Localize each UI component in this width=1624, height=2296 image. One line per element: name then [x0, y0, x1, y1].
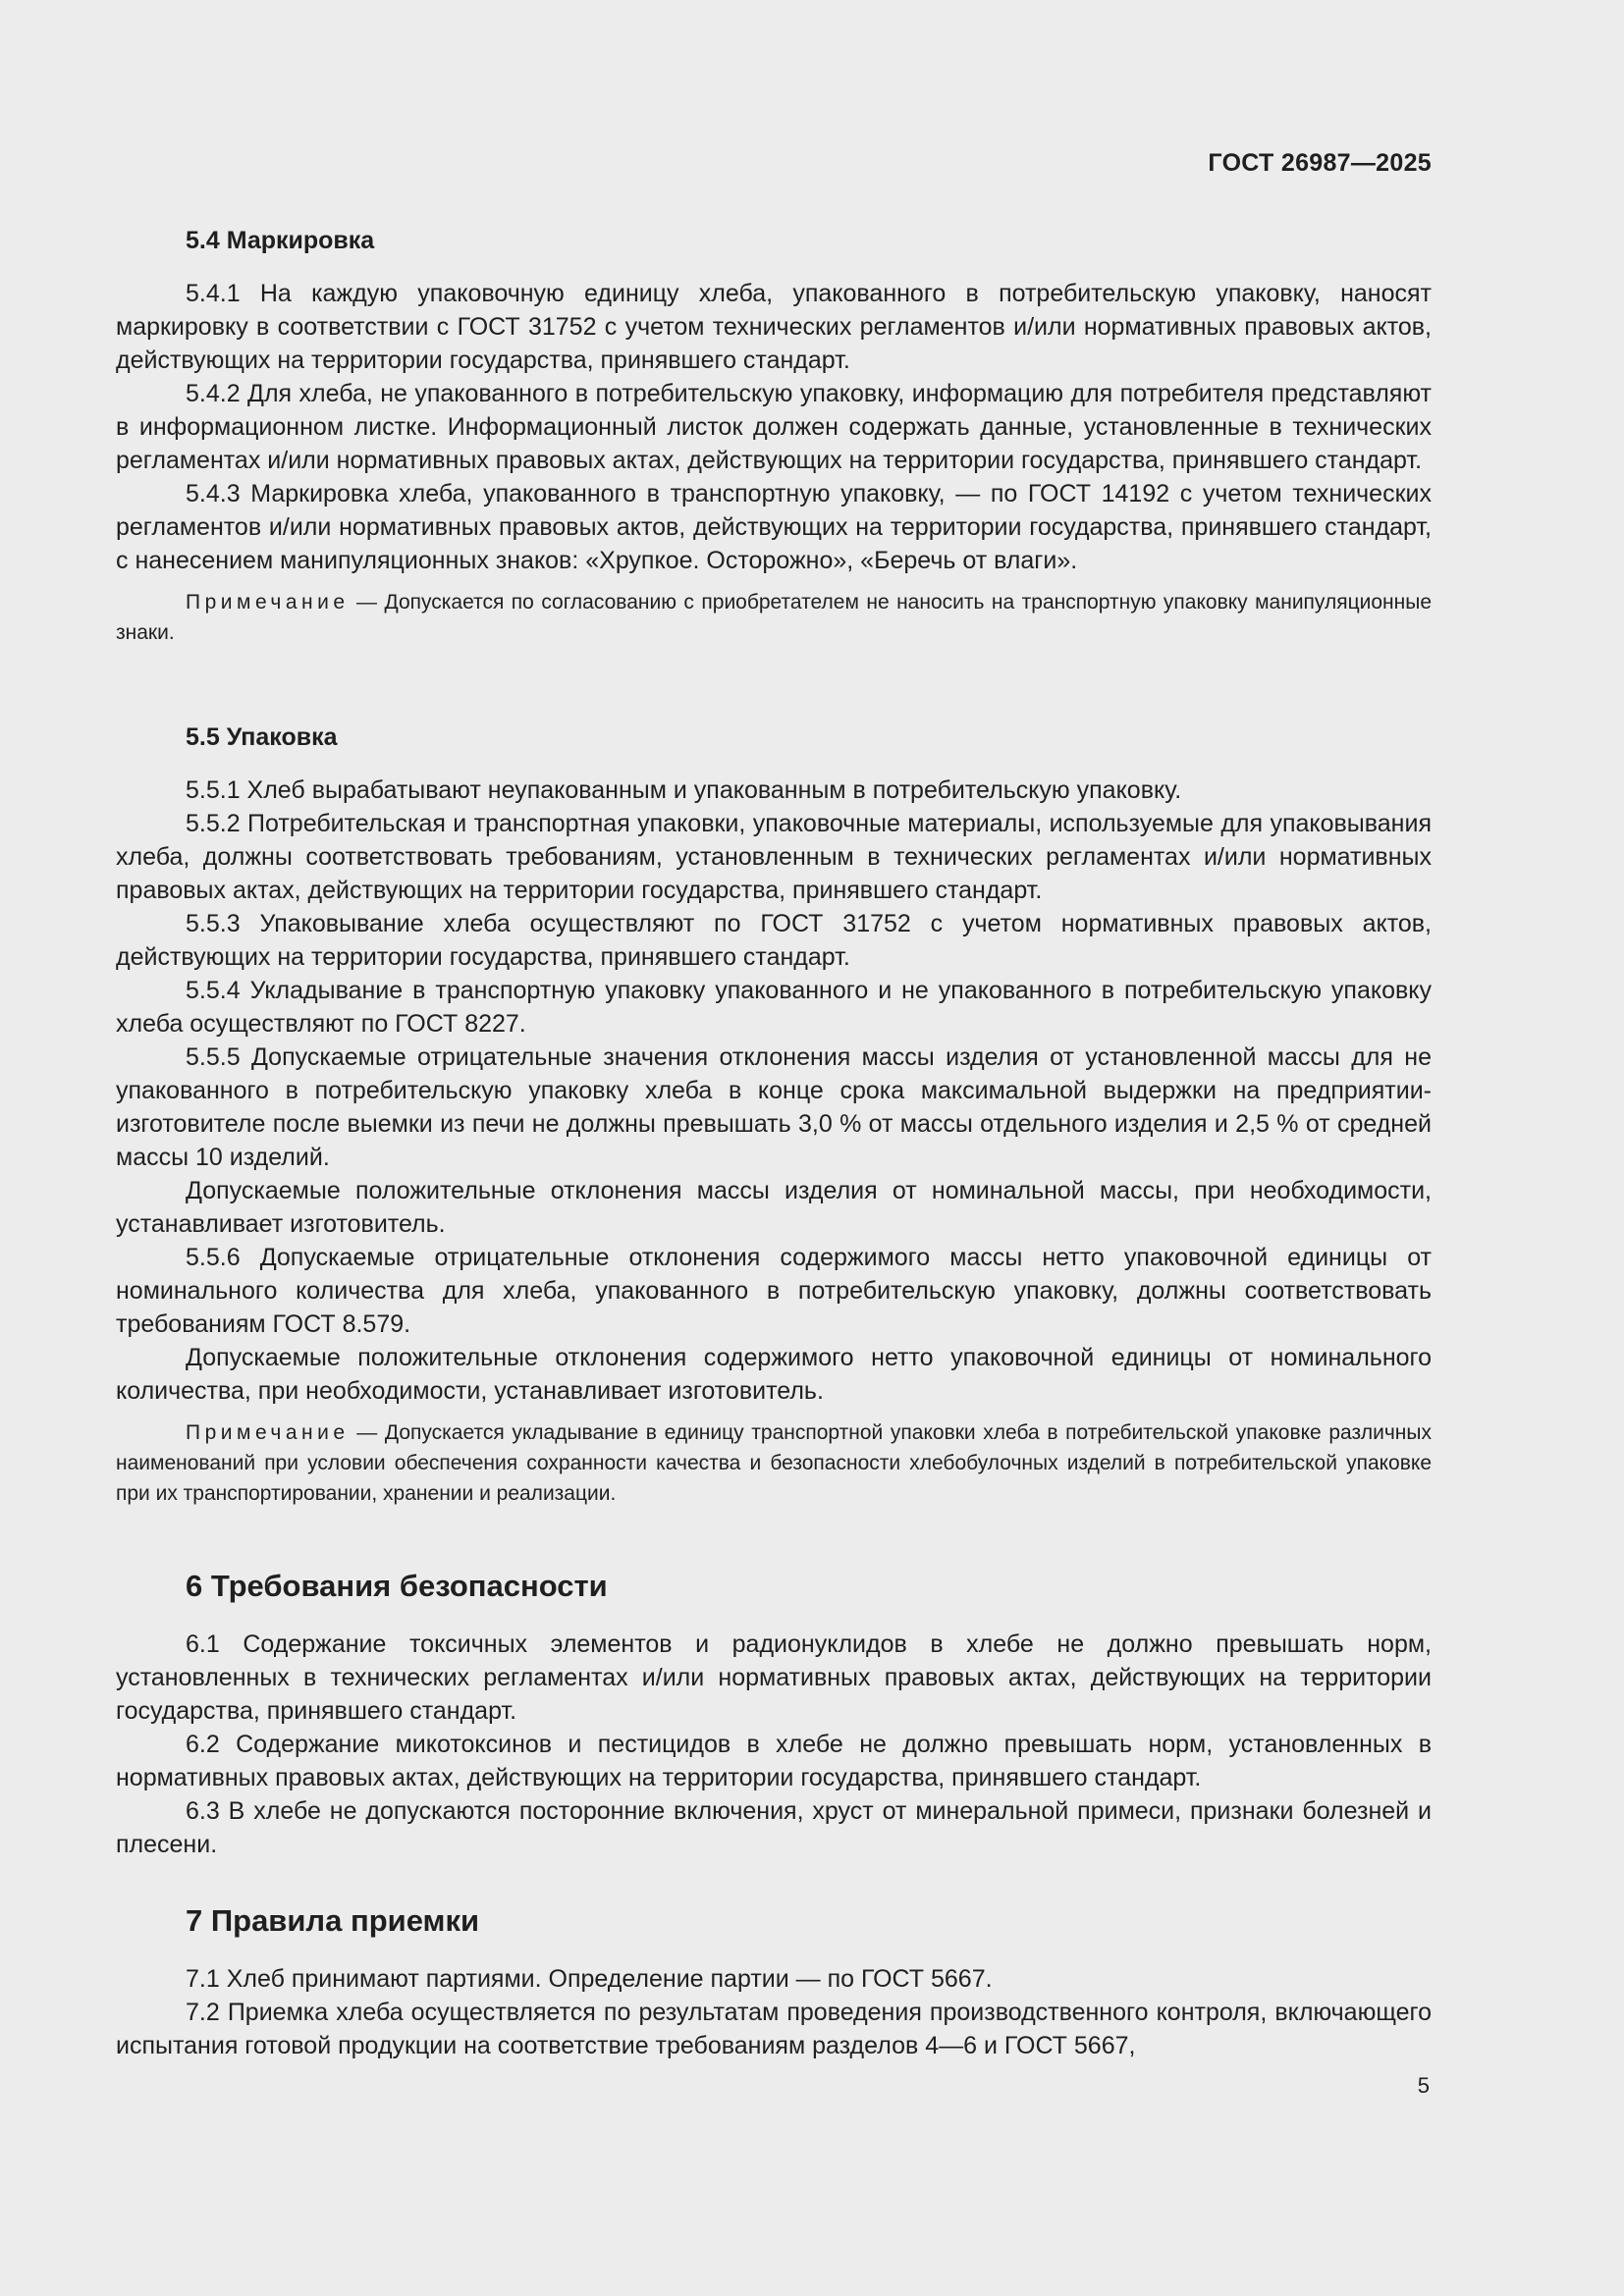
paragraph-7-1: 7.1 Хлеб принимают партиями. Определение партии — по ГОСТ 5667. — [186, 1965, 993, 1993]
paragraph-6-2: 6.2 Содержание микотоксинов и пестицидов в хлебе не должно превышать норм, установленных в нормативных правовых актах, действующих на территории государства, принявшего стандарт. — [116, 1731, 1432, 1791]
paragraph-5-5-6: 5.5.6 Допускаемые отрицательные отклонения содержимого массы нетто упаковочной единицы от номинального количества для хлеба, упакованного в потребительскую упаковку, должны соответствовать требованиям ГОСТ 8.579. — [116, 1244, 1432, 1338]
note-label: Примечание — [186, 591, 350, 614]
section-5-5 — [116, 721, 1432, 1509]
paragraph-5-4-1: 5.4.1 На каждую упаковочную единицу хлеба, упакованного в потребительскую упаковку, наносят маркировку в соответствии с ГОСТ 31752 с учетом технических регламентов и/или нормативных правовых актов, действующих на территории государства, принявшего стандарт. — [116, 280, 1432, 374]
page-number: 5 — [1417, 2073, 1430, 2098]
paragraph-5-5-1: 5.5.1 Хлеб вырабатывают неупакованным и упакованным в потребительскую упаковку. — [186, 776, 1182, 804]
paragraph-5-5-5-positive: Допускаемые положительные отклонения массы изделия от номинальной массы, при необходимости, устанавливает изготовитель. — [116, 1177, 1432, 1238]
note-text: — Допускается укладывание в единицу транспортной упаковки хлеба в потребительской упаковке различных наименований при условии обеспечения сохранности качества и безопасности хлебобулочных изделий в потребительской упаковке при их транспортировании, хранении и реализации. — [116, 1421, 1432, 1505]
section-title: 7 Правила приемки — [186, 1903, 480, 1938]
paragraph-5-5-6-positive: Допускаемые положительные отклонения содержимого нетто упаковочной единицы от номинального количества, при необходимости, устанавливает изготовитель. — [116, 1344, 1432, 1405]
paragraph-5-5-3: 5.5.3 Упаковывание хлеба осуществляют по ГОСТ 31752 с учетом нормативных правовых актов, действующих на территории государства, принявшего стандарт. — [116, 910, 1432, 971]
section-6 — [116, 1567, 1432, 1861]
section-title: 6 Требования безопасности — [186, 1569, 608, 1603]
section-title: 5.5 Упаковка — [186, 723, 338, 751]
note-5-4 — [116, 587, 1432, 648]
section-5-4 — [116, 224, 1432, 648]
paragraph-7-2: 7.2 Приемка хлеба осуществляется по результатам проведения производственного контроля, включающего испытания готовой продукции на соответствие требованиям разделов 4—6 и ГОСТ 5667, — [116, 1999, 1432, 2059]
paragraph-6-1: 6.1 Содержание токсичных элементов и радионуклидов в хлебе не должно превышать норм, установленных в технических регламентах и/или нормативных правовых актах, действующих на территории государства, принявшего стандарт. — [116, 1630, 1432, 1725]
note-5-5 — [116, 1417, 1432, 1509]
paragraph-5-5-2: 5.5.2 Потребительская и транспортная упаковки, упаковочные материалы, используемые для упаковывания хлеба, должны соответствовать требованиям, установленным в технических регламентах и/или нормативных правовых актах, действующих на территории государства, принявшего стандарт. — [116, 810, 1432, 904]
paragraph-5-5-4: 5.5.4 Укладывание в транспортную упаковку упакованного и не упакованного в потребительскую упаковку хлеба осуществляют по ГОСТ 8227. — [116, 977, 1432, 1038]
document-number: ГОСТ 26987—2025 — [1208, 149, 1432, 177]
paragraph-6-3: 6.3 В хлебе не допускаются посторонние включения, хруст от минеральной примеси, признаки болезней и плесени. — [116, 1797, 1432, 1858]
note-label: Примечание — [186, 1421, 350, 1444]
paragraph-5-4-3: 5.4.3 Маркировка хлеба, упакованного в транспортную упаковку, — по ГОСТ 14192 с учетом технических регламентов и/или нормативных правовых актов, действующих на территории государства, принявшего стандарт, с нанесением манипуляционных знаков: «Хрупкое. Осторожно», «Беречь от влаги». — [116, 480, 1432, 574]
section-7 — [116, 1901, 1432, 2062]
section-title: 5.4 Маркировка — [186, 227, 375, 254]
note-text: — Допускается по согласованию с приобретателем не наносить на транспортную упаковку манипуляционные знаки. — [116, 591, 1432, 644]
paragraph-5-4-2: 5.4.2 Для хлеба, не упакованного в потребительскую упаковку, информацию для потребителя представляют в информационном листке. Информационный листок должен содержать данные, установленные в технических регламентах и/или нормативных правовых актах, действующих на территории государства, принявшего стандарт. — [116, 380, 1432, 474]
paragraph-5-5-5: 5.5.5 Допускаемые отрицательные значения отклонения массы изделия от установленной массы для не упакованного в потребительскую упаковку хлеба в конце срока максимальной выдержки на предприятии-изготовителе после выемки из печи не должны превышать 3,0 % от массы отдельного изделия и 2,5 % от средней массы 10 изделий. — [116, 1043, 1432, 1171]
